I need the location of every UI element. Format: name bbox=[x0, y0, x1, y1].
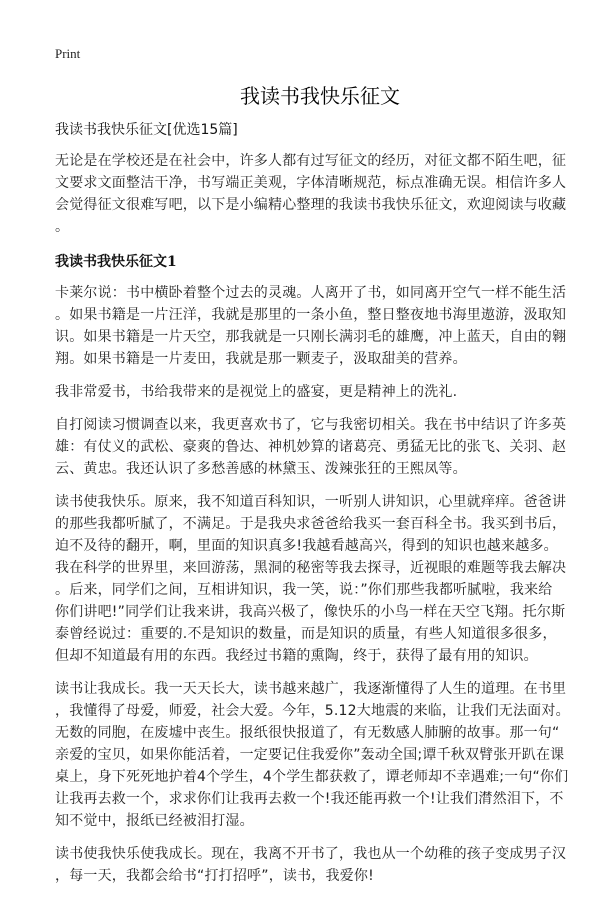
text-line: 自打阅读习惯调查以来，我更喜欢书了，它与我密切相关。我在书中结识了许多英 bbox=[55, 417, 567, 433]
text-line: 你们讲吧!”同学们让我来讲，我高兴极了，像快乐的小鸟一样在天空飞翔。托尔斯 bbox=[55, 604, 566, 620]
paragraph bbox=[55, 414, 567, 480]
text-line: 我在科学的世界里，来回游荡，黑洞的秘密等我去探寻，近视眼的难题等我去解决 bbox=[55, 560, 567, 576]
text-line: 读书使我快乐。原来，我不知道百科知识，一听别人讲知识，心里就痒痒。爸爸讲 bbox=[55, 494, 567, 510]
essay-paragraphs bbox=[55, 282, 570, 887]
text-line: 。后来，同学们之间，互相讲知识，我一笑，说：”你们那些我都听腻啦，我来给 bbox=[55, 582, 553, 598]
text-line: 。如果书籍是一片汪洋，我就是那里的一条小鱼，整日整夜地书海里遨游，汲取知 bbox=[55, 307, 567, 323]
paragraph bbox=[55, 678, 570, 832]
text-line: 读书让我成长。我一天天长大，读书越来越广，我逐渐懂得了人生的道理。在书里 bbox=[55, 681, 567, 697]
text-line: 文要求文面整洁干净，书写端正美观，字体清晰规范，标点准确无误。相信许多人 bbox=[55, 175, 567, 191]
print-link[interactable]: Print bbox=[55, 46, 81, 61]
section-heading: 我读书我快乐征文1 bbox=[55, 254, 177, 270]
text-line: 知不觉中，报纸已经被泪打湿。 bbox=[55, 813, 254, 829]
text-line: 无数的同胞，在废墟中丧生。报纸很快报道了，有无数感人肺腑的故事。那一句“ bbox=[55, 725, 560, 741]
paragraph bbox=[55, 282, 567, 370]
document-body bbox=[55, 120, 570, 898]
text-line: 识。如果书籍是一片天空，那我就是一只刚长满羽毛的雄鹰，冲上蓝天，自由的翱 bbox=[55, 329, 567, 345]
text-line: ，每一天，我都会给书“打打招呼”，读书，我爱你! bbox=[55, 868, 374, 884]
text-line: 无论是在学校还是在社会中，许多人都有过写征文的经历，对征文都不陌生吧，征 bbox=[55, 153, 567, 169]
text-line: 会觉得征文很难写吧，以下是小编精心整理的我读书我快乐征文，欢迎阅读与收藏 bbox=[55, 197, 567, 213]
text-line: 读书使我快乐使我成长。现在，我离不开书了，我也从一个幼稚的孩子变成男子汉 bbox=[55, 846, 567, 862]
text-line: 雄：有仗义的武松、豪爽的鲁达、神机妙算的诸葛亮、勇猛无比的张飞、关羽、赵 bbox=[55, 439, 567, 455]
text-line: 迫不及待的翻开，啊，里面的知识真多!我越看越高兴，得到的知识也越来越多。 bbox=[55, 538, 558, 554]
text-line: ，我懂得了母爱，师爱，社会大爱。今年，5.12大地震的来临，让我们无法面对。 bbox=[55, 703, 570, 719]
text-line: 泰曾经说过：重要的.不是知识的数量，而是知识的质量，有些人知道很多很多， bbox=[55, 626, 557, 642]
text-line: 但却不知道最有用的东西。我经过书籍的熏陶，终于，获得了最有用的知识。 bbox=[55, 648, 538, 664]
text-line: 翔。如果书籍是一片麦田，我就是那一颗麦子，汲取甜美的营养。 bbox=[55, 351, 467, 367]
text-line: 的那些我都听腻了，不满足。于是我央求爸爸给我买一套百科全书。我买到书后， bbox=[55, 516, 567, 532]
subtitle: 我读书我快乐征文[优选15篇] bbox=[55, 122, 238, 138]
page-title: 我读书我快乐征文 bbox=[240, 84, 400, 108]
text-line: 让我再去救一个，求求你们让我再去救一个!我还能再救一个!让我们潸然泪下，不 bbox=[55, 791, 564, 807]
text-line: 我非常爱书，书给我带来的是视觉上的盛宴，更是精神上的洗礼. bbox=[55, 384, 458, 400]
text-line: 云、黄忠。我还认识了多愁善感的林黛玉、泼辣张狂的王熙凤等。 bbox=[55, 461, 467, 477]
paragraph bbox=[55, 381, 555, 403]
text-line: 。 bbox=[55, 219, 70, 235]
text-line: 卡莱尔说：书中横卧着整个过去的灵魂。人离开了书，如同离开空气一样不能生活 bbox=[55, 285, 567, 301]
text-line: 亲爱的宝贝，如果你能活着，一定要记住我爱你”轰动全国;谭千秋双臂张开趴在课 bbox=[55, 747, 565, 763]
intro-paragraph bbox=[55, 150, 567, 238]
text-line: 桌上，身下死死地护着4个学生，4个学生都获救了，谭老师却不幸遇难;一句“你们 bbox=[55, 769, 569, 785]
paragraph bbox=[55, 843, 567, 887]
paragraph bbox=[55, 491, 567, 667]
